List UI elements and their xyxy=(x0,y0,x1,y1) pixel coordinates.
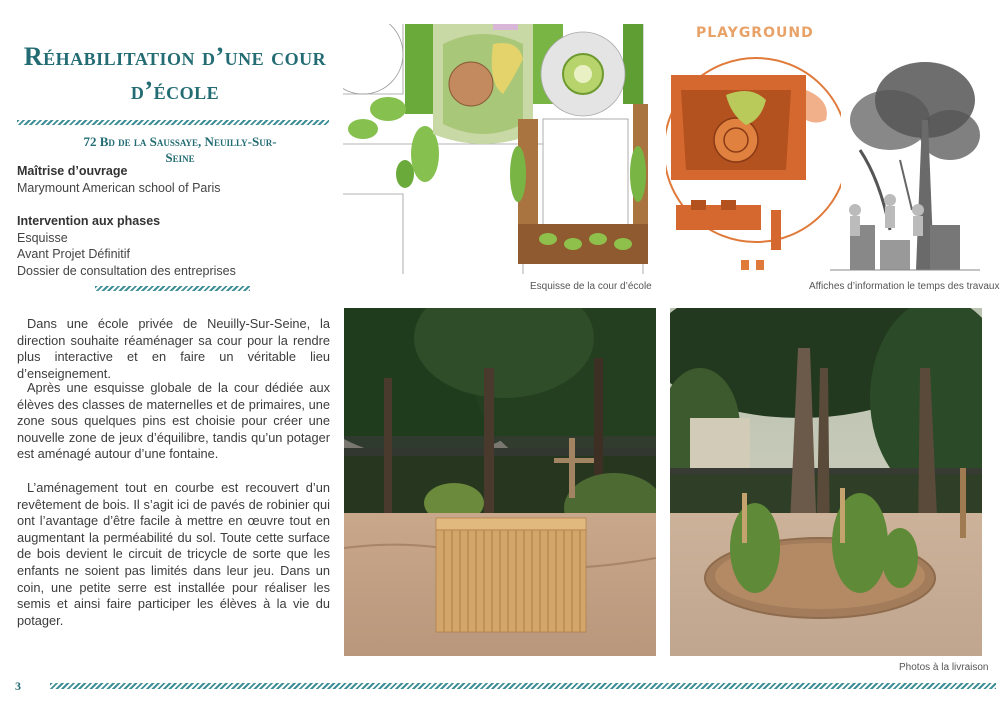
paragraph-sketch: Après une esquisse globale de la cour dédiée aux élèves des classes de maternelles et de primaires, une zone sous quelques pins est choisie pour créer une nouvelle zone de jeux d’équilibre, tandis qu’un potager est aménagé autour d’une fontaine. xyxy=(17,380,330,462)
footer-divider xyxy=(50,683,996,689)
client-value: Marymount American school of Paris xyxy=(17,180,221,195)
page-title-line-1: Réhabilitation d’une cour xyxy=(23,42,327,71)
paragraph-materials: L’aménagement tout en courbe est recouvert d’un revêtement de bois. Il s’agit ici de pavés de robinier qui ont l’avantage d’être facile à mettre en œuvre tout en augmentant la perméabilité du sol. Toute cette surface de bois devient le circuit de tricycle de sorte que les enfants ne soient pas limités dans leur jeu. Dans un coin, une petite serre est installée pour réaliser les semis et ainsi faire participer les élèves à la vie du potager. xyxy=(17,480,330,628)
phase-item: Dossier de consultation des entreprises xyxy=(17,263,236,278)
caption-photos: Photos à la livraison xyxy=(899,662,989,673)
page-number: 3 xyxy=(15,679,21,693)
photo-planted-tree xyxy=(670,308,982,656)
photo-tree-image xyxy=(670,308,982,656)
playground-label: PLAYGROUND xyxy=(696,25,814,41)
playground-drawing xyxy=(666,20,841,280)
phase-item: Esquisse xyxy=(17,230,68,245)
paragraph-intro: Dans une école privée de Neuilly-Sur-Seine, la direction souhaite réaménager sa cour pour la rendre plus interactive et en faire un véritable lieu d’enseignement. xyxy=(17,316,330,381)
info-divider xyxy=(95,286,250,291)
client-label: Maîtrise d’ouvrage xyxy=(17,164,128,178)
site-plan-drawing xyxy=(343,24,656,274)
site-plan-sketch xyxy=(343,24,656,274)
title-divider xyxy=(17,120,329,125)
phase-item: Avant Projet Définitif xyxy=(17,247,131,261)
page-title xyxy=(10,40,340,108)
caption-sketch: Esquisse de la cour d’école xyxy=(530,281,652,292)
photo-wooden-bench xyxy=(344,308,656,656)
tree-poster xyxy=(830,60,980,275)
tree-drawing xyxy=(830,60,980,275)
phases-label: Intervention aux phases xyxy=(17,214,161,228)
photo-bench-image xyxy=(344,308,656,656)
client-block xyxy=(17,163,221,196)
playground-poster xyxy=(666,20,841,280)
page-title-line-2: d’école xyxy=(130,76,220,105)
caption-posters: Affiches d’information le temps des travaux xyxy=(809,281,1000,292)
project-address: 72 Bd de la Saussaye, Neuilly-Sur-Seine xyxy=(83,134,277,165)
phases-block xyxy=(17,213,236,279)
